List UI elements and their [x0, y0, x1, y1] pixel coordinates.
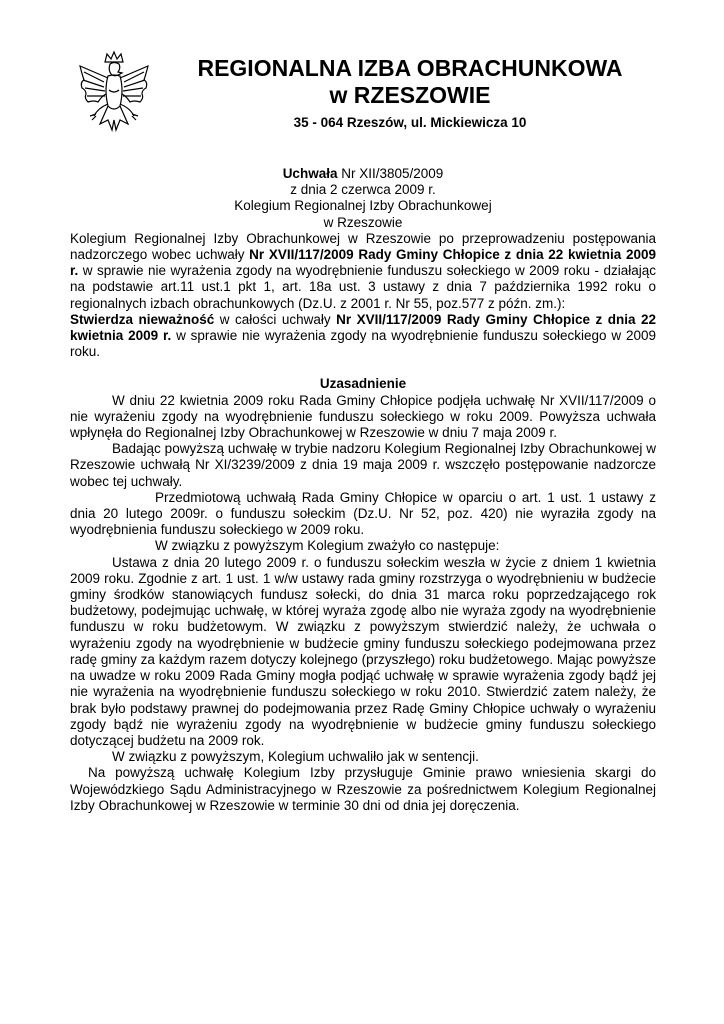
institution-address: 35 - 064 Rzeszów, ul. Mickiewicza 10 [293, 115, 527, 130]
polish-eagle-emblem-icon [74, 50, 154, 140]
justification-paragraph-1: W dniu 22 kwietnia 2009 roku Rada Gminy Chłopice podjęła uchwałę Nr XVII/117/2009 o nie wyrażeniu zgody na wyodrębnienie funduszu sołeckiego w roku 2009. Powyższa uchwała wpłynęła do Regionalnej Izby Obrachunkowej w Rzeszowie w dniu 7 maja 2009 r. [70, 392, 656, 441]
document-body [70, 166, 656, 814]
justification-paragraph-5: Ustawa z dnia 20 lutego 2009 r. o funduszu sołeckim weszła w życie z dniem 1 kwietnia 2009 roku. Zgodnie z art. 1 ust. 1 w/w ustawy rada gminy rozstrzyga o wyodrębnieniu w budżecie gminy środków stanowiących fundusz sołecki, do dnia 31 marca roku poprzedzającego rok budżetowy, podejmując uchwałę, w której wyraża zgodę albo nie wyraża zgody na wyodrębnienie funduszu w roku budżetowym. W związku z powyższym stwierdzić należy, że uchwała o wyrażeniu zgody na wyodrębnienie w budżecie gminy funduszu sołeckiego podejmowana przez radę gminy za każdym razem dotyczy kolejnego (przyszłego) roku budżetowego. Mając powyższe na uwadze w roku 2009 Rada Gminy mogła podjąć uchwałę w sprawie wyrażenia zgody bądź jej nie wyrażenia na wyodrębnienie funduszu sołeckiego w roku 2010. Stwierdzić zatem należy, że brak było podstawy prawnej do podejmowania przez Radę Gminy Chłopice uchwały o wyrażeniu zgody bądź nie wyrażeniu zgody na wyodrębnienie w budżecie gminy funduszu sołeckiego dotyczącej budżetu na 2009 rok. [70, 554, 656, 748]
justification-paragraph-4: W związku z powyższym Kolegium zważyło co następuje: [155, 538, 500, 554]
justification-paragraph-2: Badając powyższą uchwałę w trybie nadzoru Kolegium Regionalnej Izby Obrachunkowej w Rzeszowie uchwałą Nr XI/3239/2009 z dnia 19 maja 2009 r. wszczęło postępowanie nadzorcze wobec tej uchwały. [70, 441, 656, 489]
preamble-text-2: w sprawie nie wyrażenia zgody na wyodrębnienie funduszu sołeckiego w 2009 roku - działając na podstawie art.11 ust.1 pkt 1, art. 18a ust. 3 ustawy z dnia 7 października 1992 roku o regionalnych izbach obrachunkowych (Dz.U. z 2001 r. Nr 55, poz.577 z późn. zm.): [70, 263, 656, 311]
decision-text-1: w całości uchwały [214, 311, 337, 327]
justification-paragraph-3: Przedmiotową uchwałą Rada Gminy Chłopice w oparciu o art. 1 ust. 1 ustawy z dnia 20 lutego 2009r. o funduszu sołeckim (Dz.U. Nr 52, poz. 420) nie wyraziła zgody na wyodrębnienia funduszu sołeckiego w 2009 roku. [70, 489, 656, 538]
decision-text-2: w sprawie nie wyrażenia zgody na wyodrębnienie funduszu sołeckiego w 2009 roku. [70, 328, 657, 360]
preamble-paragraph [70, 231, 656, 312]
preamble-bold-ref: Nr XVII/117/2009 Rady Gminy Chłopice z dnia 22 kwietnia 2009 r. [70, 247, 656, 279]
decision-paragraph [70, 312, 656, 361]
preamble-text-1: Kolegium Regionalnej Izby Obrachunkowej w Rzeszowie po przeprowadzeniu postępowania nadzorczego wobec uchwały [70, 230, 656, 263]
resolution-number-value: Nr XII/3805/2009 [337, 166, 444, 181]
justification-heading: Uzasadnienie [319, 376, 407, 392]
decision-verdict: Stwierdza nieważność [70, 311, 215, 327]
resolution-issuer-city: w Rzeszowie [323, 214, 403, 230]
institution-title: REGIONALNA IZBA OBRACHUNKOWA [197, 55, 623, 81]
resolution-number [70, 166, 656, 182]
resolution-label: Uchwała [282, 166, 338, 181]
justification-paragraph-6: W związku z powyższym, Kolegium uchwaliło jak w sentencji. [112, 749, 479, 765]
resolution-issuer: Kolegium Regionalnej Izby Obrachunkowej [234, 198, 492, 214]
appeal-instruction-paragraph: Na powyższą uchwałę Kolegium Izby przysługuje Gminie prawo wniesienia skargi do Wojewódzkiego Sądu Administracyjnego w Rzeszowie za pośrednictwem Kolegium Regionalnej Izby Obrachunkowej w Rzeszowie w terminie 30 dni od dnia jej doręczenia. [70, 765, 656, 813]
resolution-date: z dnia 2 czerwca 2009 r. [290, 182, 436, 198]
institution-city: w RZESZOWIE [329, 82, 491, 108]
decision-bold-ref: Nr XVII/117/2009 Rady Gminy Chłopice z dnia 22 kwietnia 2009 r. [70, 311, 656, 344]
